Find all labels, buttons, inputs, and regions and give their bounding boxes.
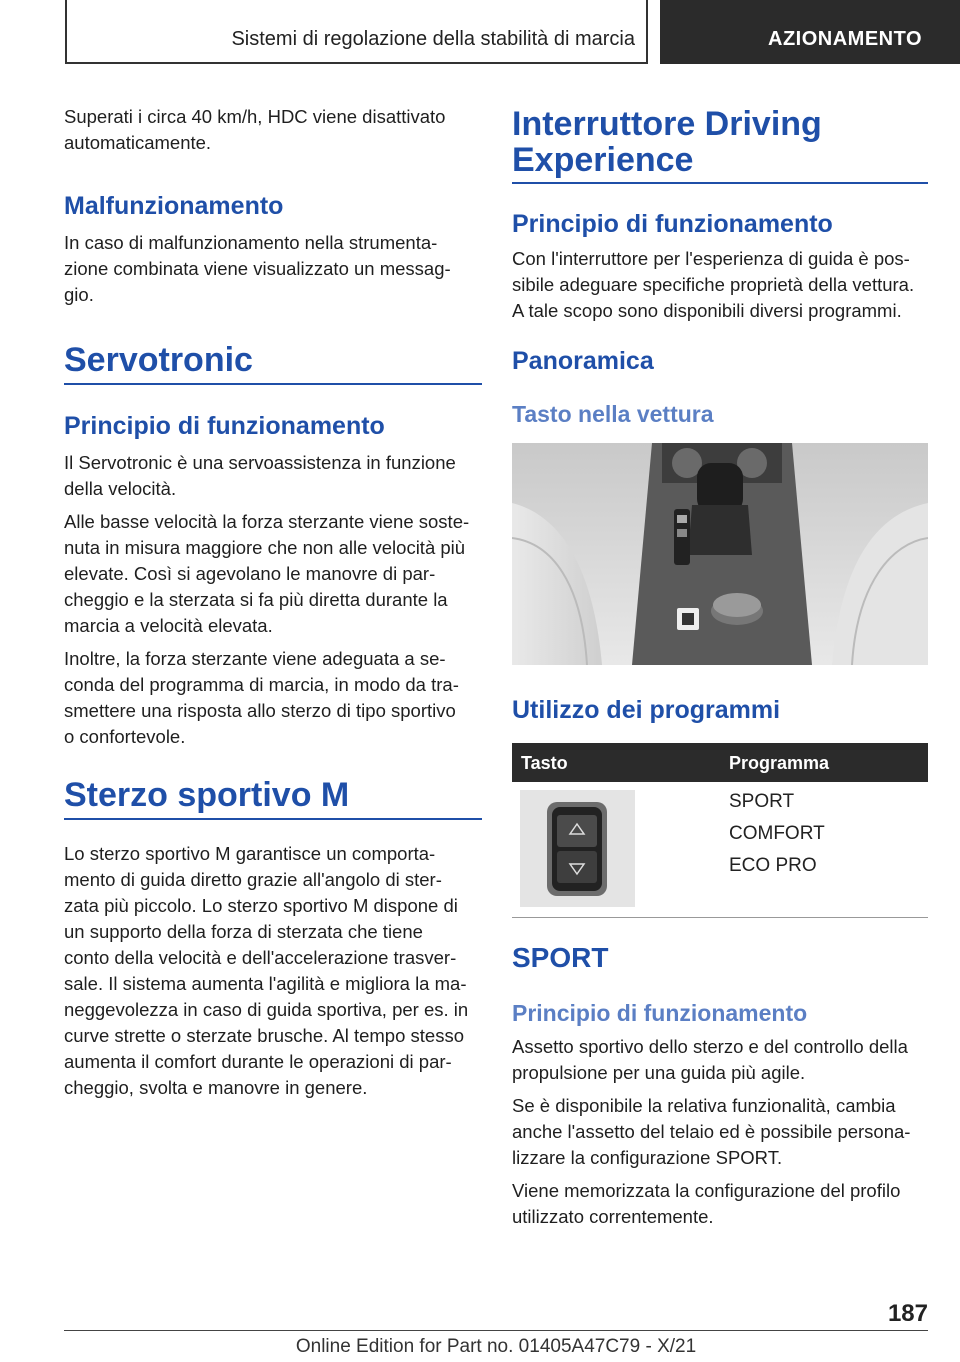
sport-steering-line-3: zata più piccolo. Lo sterzo sportivo M dispone di	[64, 895, 458, 916]
servotronic-rule	[64, 383, 482, 385]
servotronic-p3-line-4: o confortevole.	[64, 726, 186, 747]
servotronic-p2-line-5: marcia a velocità elevata.	[64, 615, 273, 636]
driving-experience-heading-line-2: Experience	[512, 141, 694, 179]
sport-steering-line-1: Lo sterzo sportivo M garantisce un comporta-	[64, 843, 436, 864]
intro-line-1: Superati i circa 40 km/h, HDC viene disattivato	[64, 106, 446, 127]
principle-line-1: Con l'interruttore per l'esperienza di guida è pos-	[512, 248, 910, 269]
sport-steering-line-4: un supporto della forza di sterzata che tiene	[64, 921, 423, 942]
button-in-car-heading: Tasto nella vettura	[512, 401, 714, 427]
driving-experience-rule	[512, 182, 928, 184]
malfunction-line-1: In caso di malfunzionamento nella strumenta-	[64, 232, 438, 253]
center-console-photo	[512, 443, 928, 665]
intro-line-2: automaticamente.	[64, 132, 212, 153]
principle-line-3: A tale scopo sono disponibili diversi programmi.	[512, 300, 902, 321]
table-col-program: Programma	[729, 753, 830, 773]
sport-p3-line-1: Viene memorizzata la configurazione del profilo	[512, 1180, 901, 1201]
servotronic-p3-line-1: Inoltre, la forza sterzante viene adeguata a se-	[64, 648, 446, 669]
sport-steering-rule	[64, 818, 482, 820]
page-number: 187	[887, 1300, 928, 1327]
sport-steering-line-5: conto della velocità e dell'accelerazione trasver-	[64, 947, 457, 968]
table-col-key: Tasto	[521, 753, 568, 773]
sport-p1-line-1: Assetto sportivo dello sterzo e del controllo della	[512, 1036, 908, 1057]
sport-steering-line-6: sale. Il sistema aumenta l'agilità e migliora la ma-	[64, 973, 467, 994]
program-eco-pro: ECO PRO	[729, 855, 817, 876]
program-table-header	[512, 743, 928, 782]
chapter-title: AZIONAMENTO	[660, 0, 960, 64]
servotronic-heading: Servotronic	[64, 341, 253, 379]
sport-p2-line-2: anche l'assetto del telaio ed è possibile persona-	[512, 1121, 911, 1142]
malfunction-line-3: gio.	[64, 284, 94, 305]
servotronic-p2-line-2: nuta in misura maggiore che non alle velocità più	[64, 537, 466, 558]
program-sport: SPORT	[729, 791, 795, 812]
program-usage-heading: Utilizzo dei programmi	[512, 696, 781, 724]
driving-experience-switch-image	[520, 790, 635, 907]
sport-principle-heading: Principio di funzionamento	[512, 1000, 808, 1026]
sport-steering-line-8: curve strette o sterzate brusche. Al tempo stesso	[64, 1025, 464, 1046]
servotronic-p1-line-2: della velocità.	[64, 478, 177, 499]
servotronic-p3-line-2: conda del programma di marcia, in modo da tra-	[64, 674, 459, 695]
footer-rule	[64, 1330, 928, 1331]
servotronic-p3-line-3: smettere una risposta allo sterzo di tipo sportivo	[64, 700, 456, 721]
principle-heading: Principio di funzionamento	[512, 210, 833, 238]
center-console-illustration	[512, 443, 928, 665]
sport-p1-line-2: propulsione per una guida più agile.	[512, 1062, 806, 1083]
servotronic-p2-line-1: Alle basse velocità la forza sterzante viene soste-	[64, 511, 470, 532]
principle-line-2: sibile adeguare specifiche proprietà della vettura.	[512, 274, 915, 295]
sport-steering-line-7: neggevolezza in caso di guida sportiva, per es. in	[64, 999, 469, 1020]
servotronic-principle-heading: Principio di funzionamento	[64, 412, 385, 440]
rocker-switch-illustration	[520, 790, 635, 907]
malfunction-line-2: zione combinata viene visualizzato un messag-	[64, 258, 451, 279]
section-title: Sistemi di regolazione della stabilità di marcia	[231, 28, 635, 50]
sport-p2-line-3: lizzare la configurazione SPORT.	[512, 1147, 783, 1168]
table-bottom-rule	[512, 917, 928, 918]
servotronic-p2-line-4: cheggio e la sterzata si fa più diretta durante la	[64, 589, 448, 610]
footer-edition: Online Edition for Part no. 01405A47C79 - X/21	[295, 1336, 697, 1357]
sport-steering-line-9: aumenta il comfort durante le operazioni di par-	[64, 1051, 452, 1072]
servotronic-p1-line-1: Il Servotronic è una servoassistenza in funzione	[64, 452, 456, 473]
sport-p3-line-2: utilizzato correntemente.	[512, 1206, 714, 1227]
sport-steering-line-10: cheggio, svolta e manovre in genere.	[64, 1077, 368, 1098]
program-comfort: COMFORT	[729, 823, 825, 844]
sport-steering-line-2: mento di guida diretto grazie all'angolo di ster-	[64, 869, 442, 890]
sport-heading: SPORT	[512, 942, 609, 973]
malfunction-heading: Malfunzionamento	[64, 192, 284, 220]
servotronic-p2-line-3: elevate. Così si agevolano le manovre di par-	[64, 563, 436, 584]
driving-experience-heading-line-1: Interruttore Driving	[512, 105, 822, 143]
sport-p2-line-1: Se è disponibile la relativa funzionalità, cambia	[512, 1095, 896, 1116]
sport-steering-heading: Sterzo sportivo M	[64, 776, 350, 814]
overview-heading: Panoramica	[512, 347, 654, 375]
